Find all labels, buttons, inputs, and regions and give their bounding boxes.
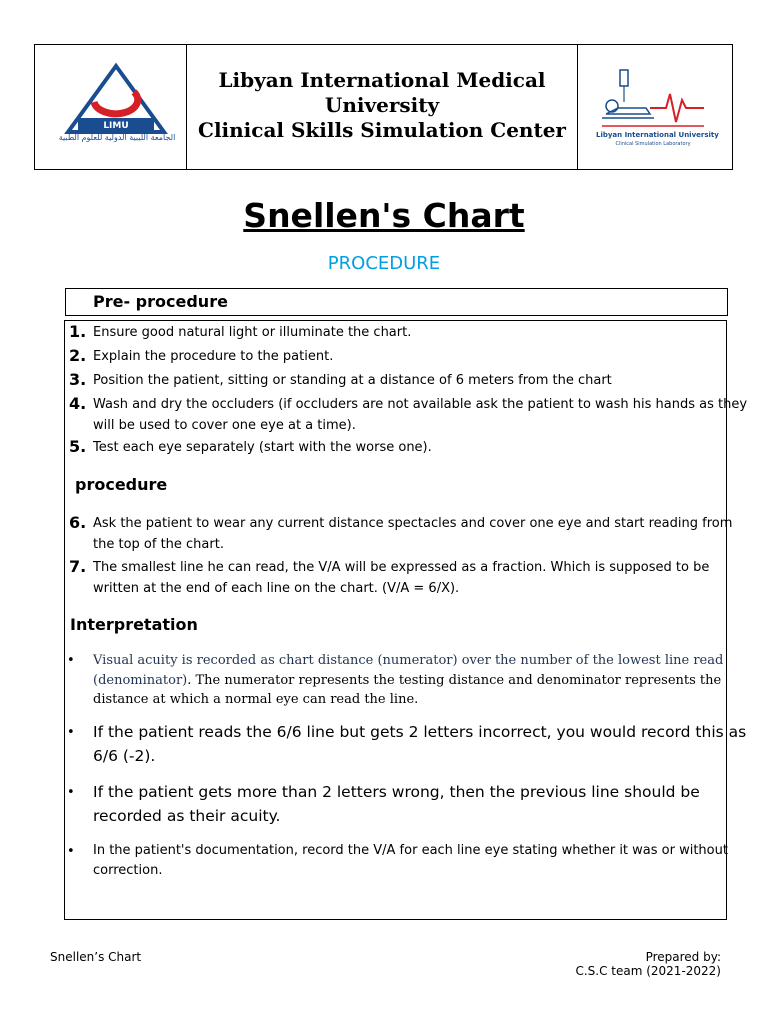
interpretation-heading: Interpretation (70, 615, 198, 634)
interp-1-line-2b: . The numerator represents the testing distance and denominator represents the (187, 672, 722, 688)
interpretation-bullet-3 (93, 780, 700, 828)
interp-2-line-2: 6/6 (-2). (93, 747, 156, 765)
limu-logo-icon (64, 62, 168, 142)
document-title: Snellen's Chart (243, 196, 525, 235)
footer-document-name: Snellen’s Chart (50, 950, 142, 964)
step-number: 7. (69, 557, 87, 576)
simulation-lab-logo-icon (596, 68, 719, 139)
pre-procedure-heading: Pre- procedure (93, 292, 228, 311)
limu-logo-text: LIMU (103, 121, 129, 131)
interp-1-line-3: distance at which a normal eye can read the line. (93, 692, 419, 707)
footer-team: C.S.C team (2021-2022) (575, 964, 721, 978)
step-number: 6. (69, 513, 87, 532)
procedure-heading: procedure (75, 475, 168, 494)
bullet-marker: • (67, 844, 75, 859)
lab-logo-line-1: Libyan International University (596, 131, 719, 139)
section-heading-procedure: PROCEDURE (327, 253, 441, 274)
bullet-marker: • (67, 785, 75, 800)
step-number: 5. (69, 437, 87, 456)
limu-arabic-name: الجامعة الليبية الدولية للعلوم الطبية (58, 133, 176, 142)
interp-1-line-1: Visual acuity is recorded as chart distance (numerator) over the number of the lowest line read (93, 653, 724, 668)
step-number: 2. (69, 346, 87, 365)
interp-4-line-2: correction. (93, 863, 163, 878)
institution-title-line-2: University (324, 93, 440, 117)
footer-prepared-label: Prepared by: (645, 950, 721, 964)
footer-prepared-by (480, 950, 721, 978)
header-divider-right (577, 44, 578, 170)
step-number: 4. (69, 394, 87, 413)
interp-3-line-1: If the patient gets more than 2 letters wrong, then the previous line should be (93, 783, 700, 801)
step-text: The smallest line he can read, the V/A will be expressed as a fraction. Which is supposed to be (93, 560, 710, 575)
step-text: Position the patient, sitting or standing at a distance of 6 meters from the chart (93, 373, 612, 388)
institution-title-line-1: Libyan International Medical (218, 68, 546, 92)
step-text: the top of the chart. (93, 537, 224, 552)
lab-logo-line-2: Clinical Simulation Laboratory (615, 141, 691, 147)
step-number: 3. (69, 370, 87, 389)
step-text: Ask the patient to wear any current distance spectacles and cover one eye and start reading from (93, 516, 733, 531)
bullet-marker: • (67, 725, 75, 740)
step-text: Test each eye separately (start with the worse one). (93, 440, 432, 455)
interpretation-bullet-1 (93, 651, 723, 710)
interp-3-line-2: recorded as their acuity. (93, 807, 281, 825)
interp-1-line-2a: (denominator) (93, 672, 188, 688)
interpretation-bullet-2 (93, 720, 746, 768)
institution-title-line-3: Clinical Skills Simulation Center (198, 118, 566, 142)
institution-title (187, 68, 577, 143)
step-text: Wash and dry the occluders (if occluders are not available ask the patient to wash his hands as they (93, 397, 748, 412)
step-text: Ensure good natural light or illuminate the chart. (93, 325, 412, 340)
step-text: written at the end of each line on the chart. (V/A = 6/X). (93, 581, 460, 596)
interpretation-bullet-4 (93, 841, 728, 881)
step-text: Explain the procedure to the patient. (93, 349, 334, 364)
interp-2-line-1: If the patient reads the 6/6 line but gets 2 letters incorrect, you would record this as (93, 723, 747, 741)
step-number: 1. (69, 322, 87, 341)
step-text: will be used to cover one eye at a time). (93, 418, 356, 433)
interp-4-line-1: In the patient's documentation, record the V/A for each line eye stating whether it was or without (93, 843, 728, 858)
bullet-marker: • (67, 653, 75, 668)
